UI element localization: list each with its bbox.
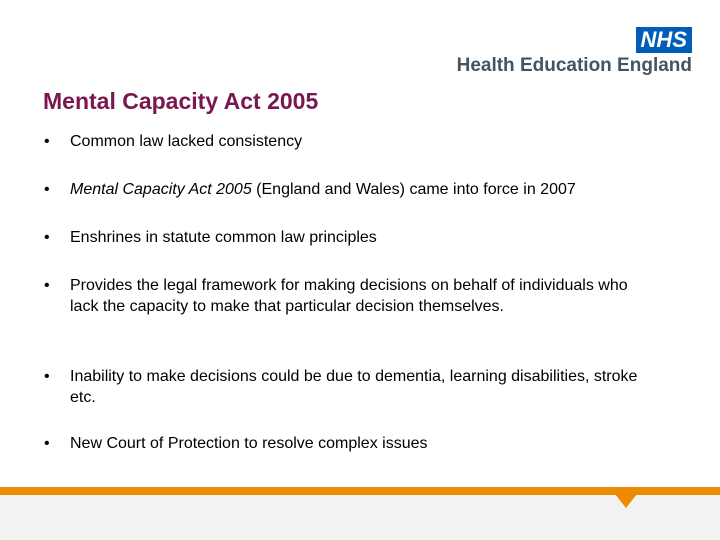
bullet-marker: • xyxy=(44,229,50,246)
footer-area xyxy=(0,495,720,540)
bullet-text: New Court of Protection to resolve complex issues xyxy=(70,435,428,452)
bullet-text-rest: (England and Wales) came into force in 2007 xyxy=(251,181,576,198)
hee-logo xyxy=(432,27,692,77)
nhs-logo: NHS xyxy=(636,27,692,53)
bullet-text: Enshrines in statute common law principles xyxy=(70,229,377,246)
bullet-marker: • xyxy=(44,368,50,385)
bullet-marker: • xyxy=(44,277,50,294)
bullet-marker: • xyxy=(44,435,50,452)
slide-title: Mental Capacity Act 2005 xyxy=(43,88,319,114)
org-name: Health Education England xyxy=(456,55,692,76)
footer-bar xyxy=(0,487,720,495)
act-name-italic: Mental Capacity Act 2005 xyxy=(70,181,252,198)
bullet-marker: • xyxy=(44,133,50,150)
bullet-text: Inability to make decisions could be due to dementia, learning disabilities, stroke etc. xyxy=(70,368,638,406)
bullet-marker: • xyxy=(44,181,50,198)
footer-notch-shape xyxy=(615,494,637,508)
bullet-text xyxy=(70,179,650,200)
bullet-text: Provides the legal framework for making decisions on behalf of individuals who lack the capacity to make that particular decision themselves. xyxy=(70,277,628,315)
bullet-text: Common law lacked consistency xyxy=(70,133,303,150)
